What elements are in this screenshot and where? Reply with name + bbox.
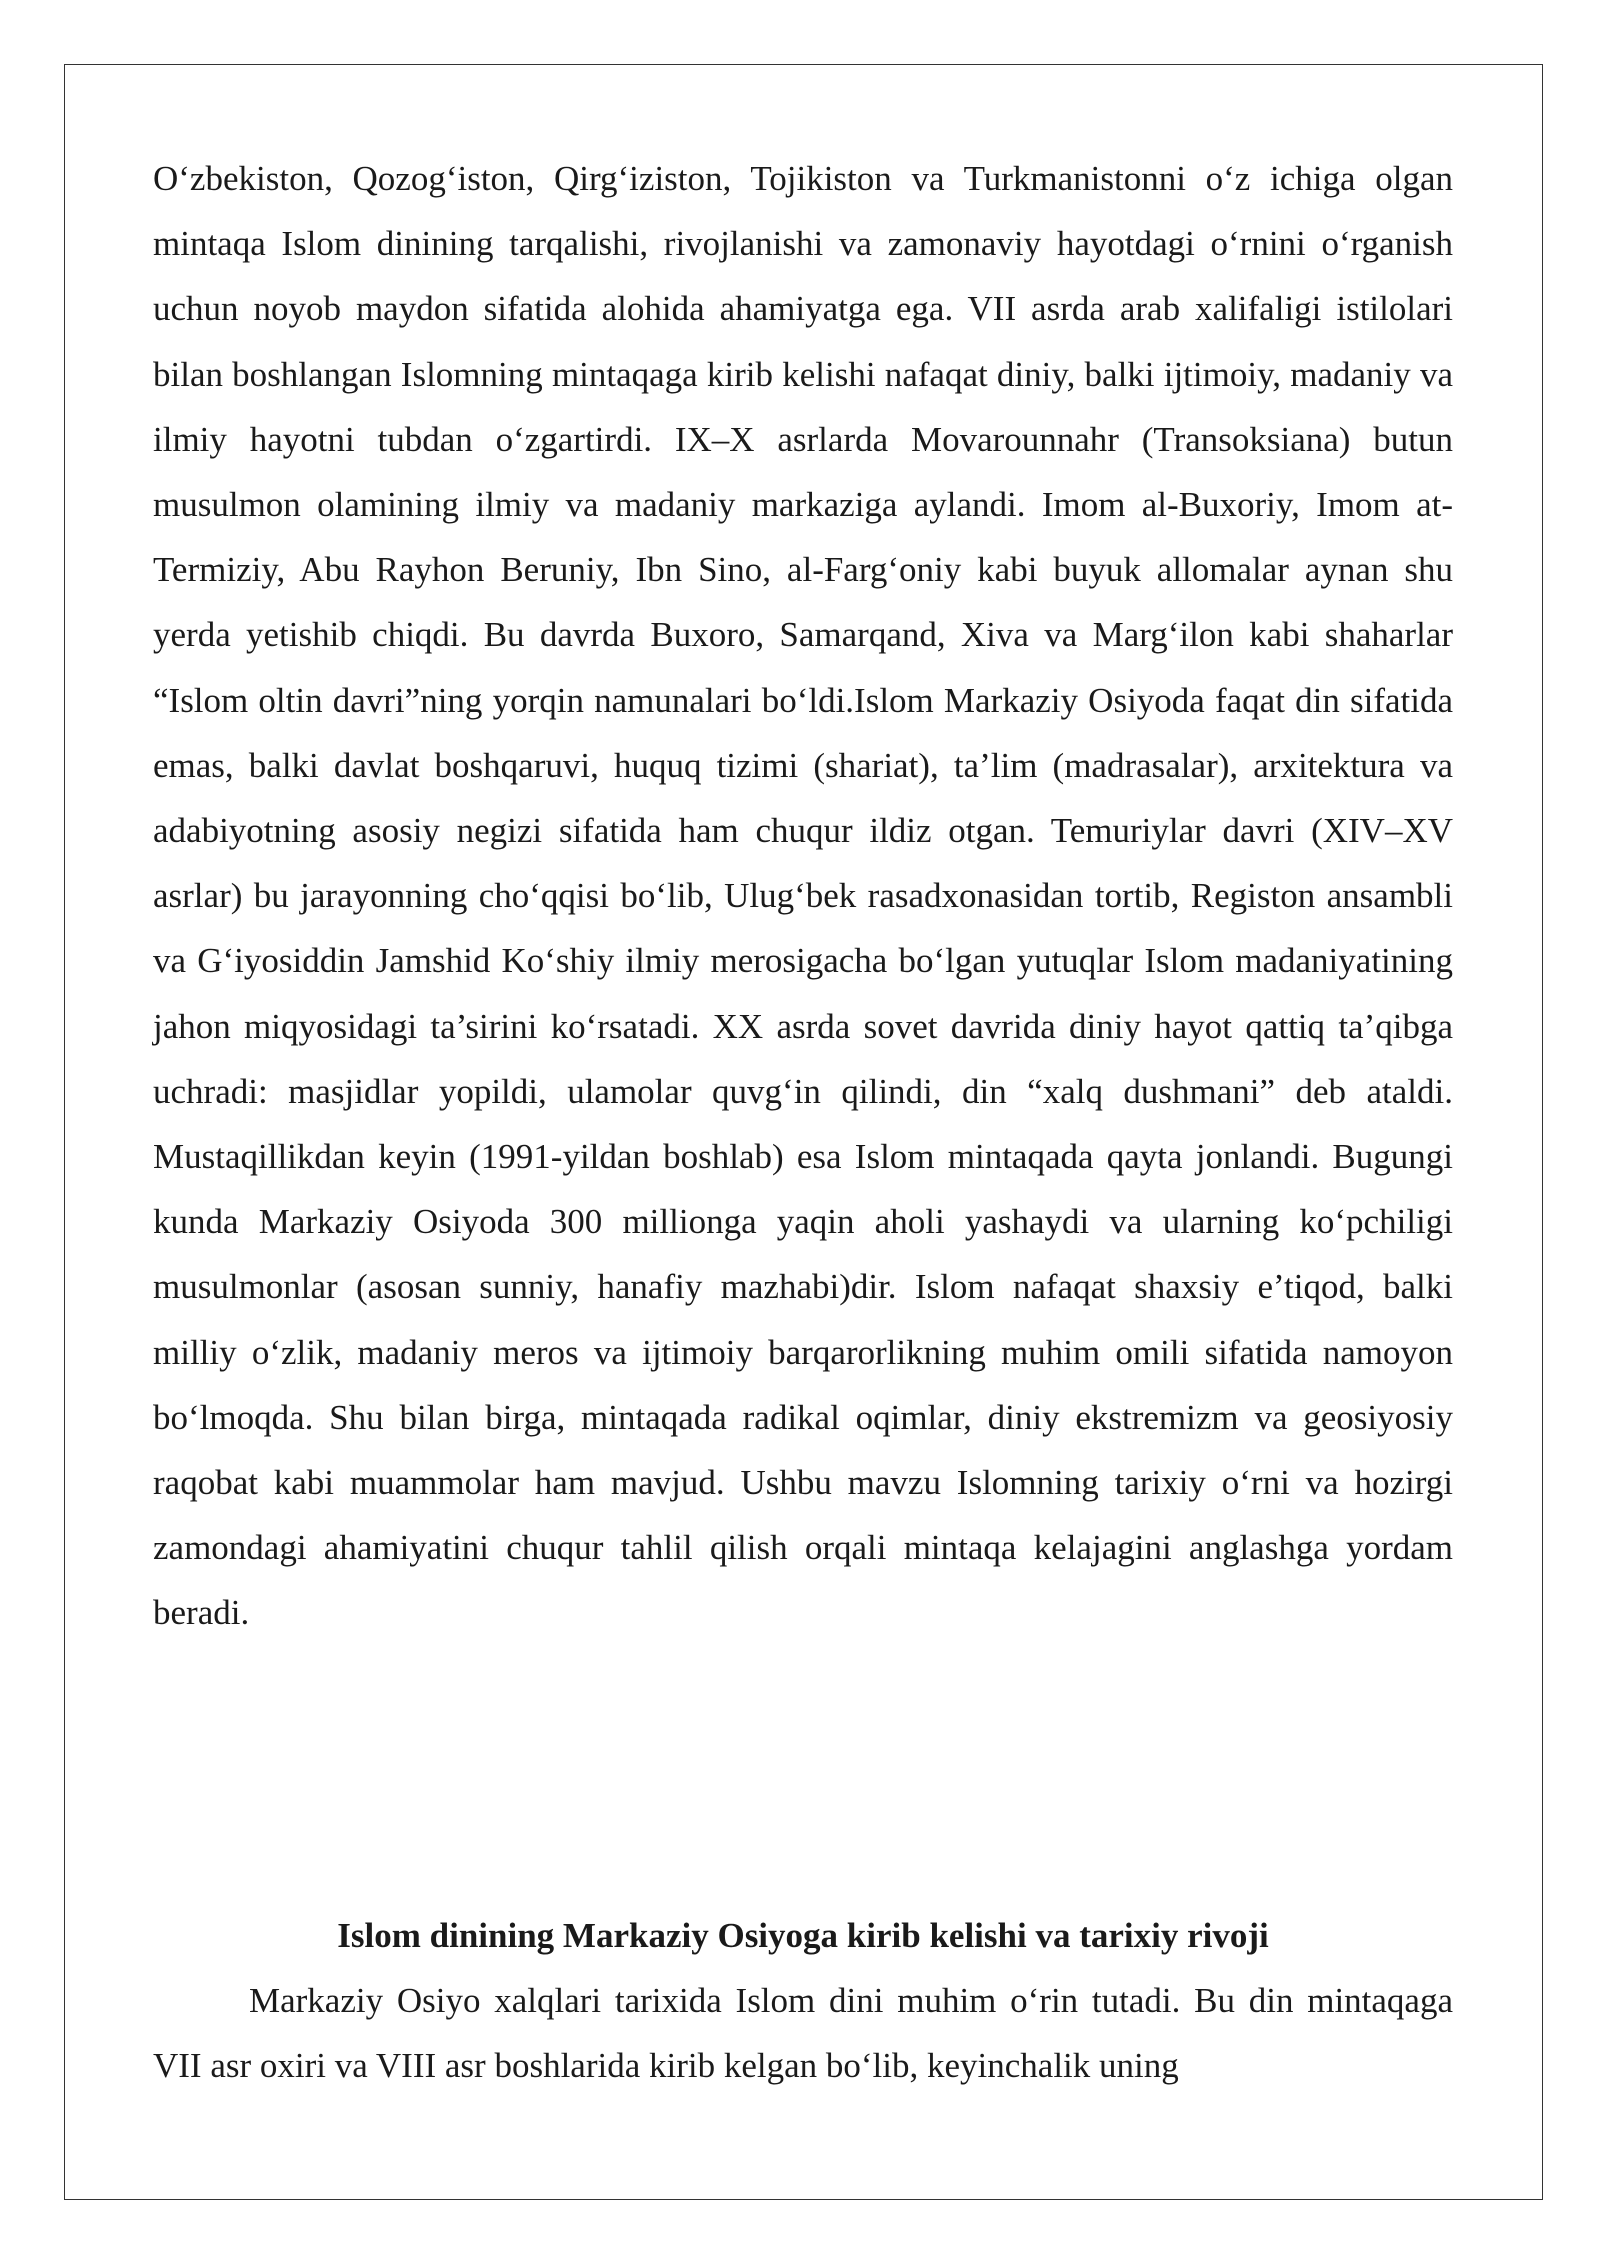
intro-paragraph: O‘zbekiston, Qozog‘iston, Qirg‘iziston, Tojikiston va Turkmanistonni o‘z ichiga olgan mintaqa Islom dinining tarqalishi, rivojlanishi va zamonaviy hayotdagi o‘rnini o‘rganish uchun noyob maydon sifatida alohida ahamiyatga ega. VII asrda arab xalifaligi istilolari bilan boshlangan Islomning mintaqaga kirib kelishi nafaqat diniy, balki ijtimoiy, madaniy va ilmiy hayotni tubdan o‘zgartirdi. IX–X asrlarda Movarounnahr (Transoksiana) butun musulmon olamining ilmiy va madaniy markaziga aylandi. Imom al-Buxoriy, Imom at-Termiziy, Abu Rayhon Beruniy, Ibn Sino, al-Farg‘oniy kabi buyuk allomalar aynan shu yerda yetishib chiqdi. Bu davrda Buxoro, Samarqand, Xiva va Marg‘ilon kabi shaharlar “Islom oltin davri”ning yorqin namunalari bo‘ldi.Islom Markaziy Osiyoda faqat din sifatida emas, balki davlat boshqaruvi, huquq tizimi (shariat), ta’lim (madrasalar), arxitektura va adabiyotning asosiy negizi sifatida ham chuqur ildiz otgan. Temuriylar davri (XIV–XV asrlar) bu jarayonning cho‘qqisi bo‘lib, Ulug‘bek rasadxonasidan tortib, Registon ansambli va G‘iyosiddin Jamshid Ko‘shiy ilmiy merosigacha bo‘lgan yutuqlar Islom madaniyatining jahon miqyosidagi ta’sirini ko‘rsatadi. XX asrda sovet davrida diniy hayot qattiq ta’qibga uchradi: masjidlar yopildi, ulamolar quvg‘in qilindi, din “xalq dushmani” deb ataldi. Mustaqillikdan keyin (1991-yildan boshlab) esa Islom mintaqada qayta jonlandi. Bugungi kunda Markaziy Osiyoda 300 millionga yaqin aholi yashaydi va ularning ko‘pchiligi musulmonlar (asosan sunniy, hanafiy mazhabi)dir. Islom nafaqat shaxsiy e’tiqod, balki milliy o‘zlik, madaniy meros va ijtimoiy barqarorlikning muhim omili sifatida namoyon bo‘lmoqda. Shu bilan birga, mintaqada radikal oqimlar, diniy ekstremizm va geosiyosiy raqobat kabi muammolar ham mavjud. Ushbu mavzu Islomning tarixiy o‘rni va hozirgi zamondagi ahamiyatini chuqur tahlil qilish orqali mintaqa kelajagini anglashga yordam beradi. (153, 159, 1453, 1633)
document-body (153, 146, 1453, 2086)
section-paragraph: Markaziy Osiyo xalqlari tarixida Islom dini muhim o‘rin tutadi. Bu din mintaqaga VII asr oxiri va VIII asr boshlarida kirib kelgan bo‘lib, keyinchalik uning (153, 1981, 1453, 2086)
section-heading: Islom dinining Markaziy Osiyoga kirib kelishi va tarixiy rivoji (337, 1916, 1269, 1955)
